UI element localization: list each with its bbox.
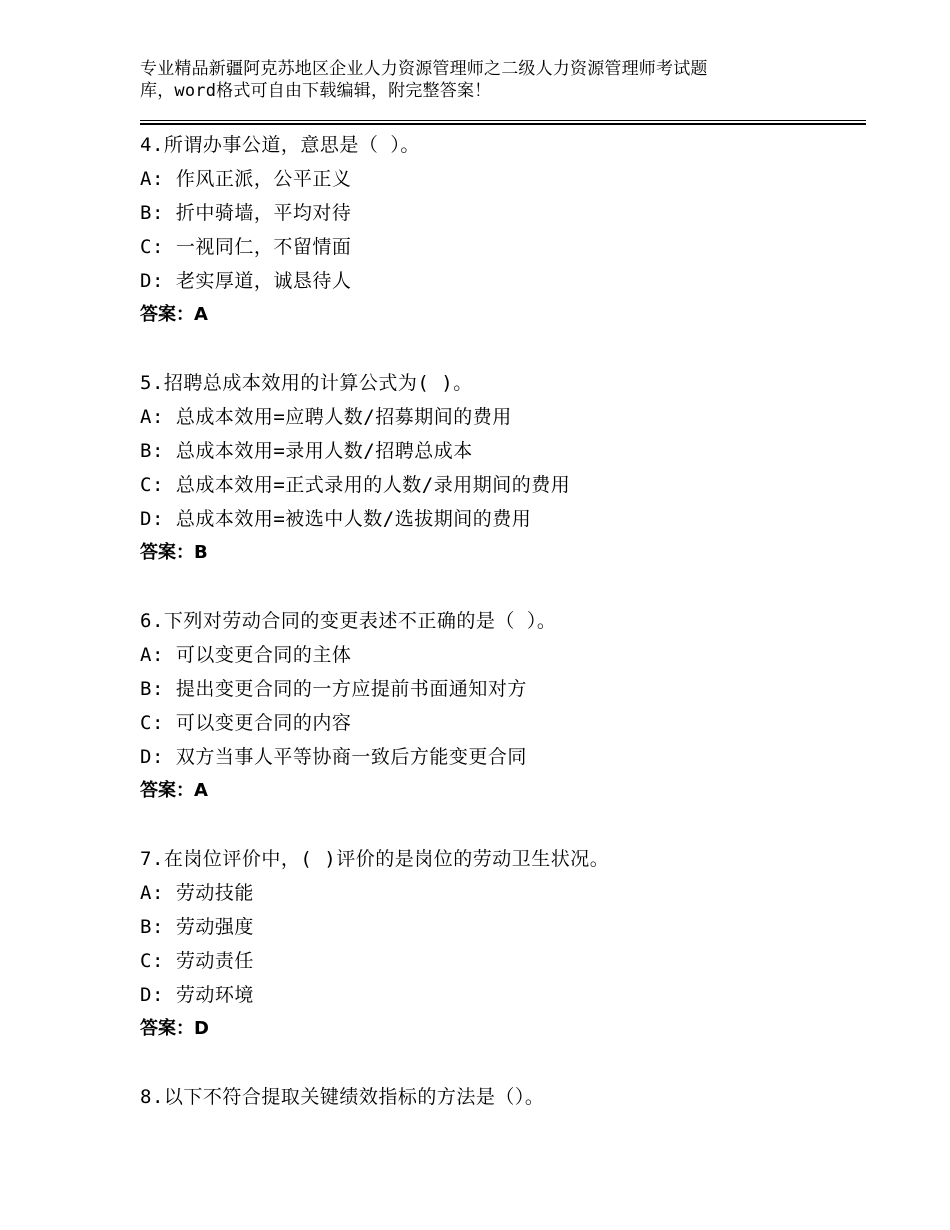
question-stem: 8.以下不符合提取关键绩效指标的方法是（）。 bbox=[140, 1086, 545, 1108]
option-a: A: 总成本效用=应聘人数/招募期间的费用 bbox=[140, 406, 512, 428]
option-a: A: 作风正派，公平正义 bbox=[140, 168, 352, 190]
header-divider-thick bbox=[140, 123, 866, 125]
option-c: C: 劳动责任 bbox=[140, 950, 254, 972]
answer-label: 答案：B bbox=[140, 542, 208, 563]
option-b: B: 总成本效用=录用人数/招聘总成本 bbox=[140, 440, 473, 462]
question-stem: 5.招聘总成本效用的计算公式为( )。 bbox=[140, 372, 473, 394]
option-d: D: 总成本效用=被选中人数/选拔期间的费用 bbox=[140, 508, 532, 530]
option-a: A: 可以变更合同的主体 bbox=[140, 644, 352, 666]
question-8 bbox=[140, 1080, 866, 1114]
answer-label: 答案：A bbox=[140, 304, 208, 325]
question-stem: 7.在岗位评价中，( )评价的是岗位的劳动卫生状况。 bbox=[140, 848, 610, 870]
question-5 bbox=[140, 366, 866, 570]
answer-label: 答案：A bbox=[140, 780, 208, 801]
header-line-1: 专业精品新疆阿克苏地区企业人力资源管理师之二级人力资源管理师考试题 bbox=[140, 59, 708, 79]
option-d: D: 劳动环境 bbox=[140, 984, 254, 1006]
option-d: D: 老实厚道，诚恳待人 bbox=[140, 270, 352, 292]
option-b: B: 折中骑墙，平均对待 bbox=[140, 202, 352, 224]
option-b: B: 提出变更合同的一方应提前书面通知对方 bbox=[140, 678, 527, 700]
option-c: C: 可以变更合同的内容 bbox=[140, 712, 352, 734]
option-d: D: 双方当事人平等协商一致后方能变更合同 bbox=[140, 746, 527, 768]
document-header bbox=[140, 58, 800, 102]
question-6 bbox=[140, 604, 866, 808]
answer-label: 答案：D bbox=[140, 1018, 209, 1039]
option-a: A: 劳动技能 bbox=[140, 882, 254, 904]
question-4 bbox=[140, 128, 866, 332]
question-7 bbox=[140, 842, 866, 1046]
question-stem: 4.所谓办事公道，意思是（ ）。 bbox=[140, 134, 420, 156]
option-c: C: 总成本效用=正式录用的人数/录用期间的费用 bbox=[140, 474, 571, 496]
option-c: C: 一视同仁，不留情面 bbox=[140, 236, 352, 258]
header-divider-thin bbox=[140, 120, 866, 121]
option-b: B: 劳动强度 bbox=[140, 916, 254, 938]
header-line-2: 库，word格式可自由下载编辑，附完整答案！ bbox=[140, 81, 492, 101]
question-stem: 6.下列对劳动合同的变更表述不正确的是（ ）。 bbox=[140, 610, 557, 632]
question-list bbox=[140, 128, 866, 1148]
